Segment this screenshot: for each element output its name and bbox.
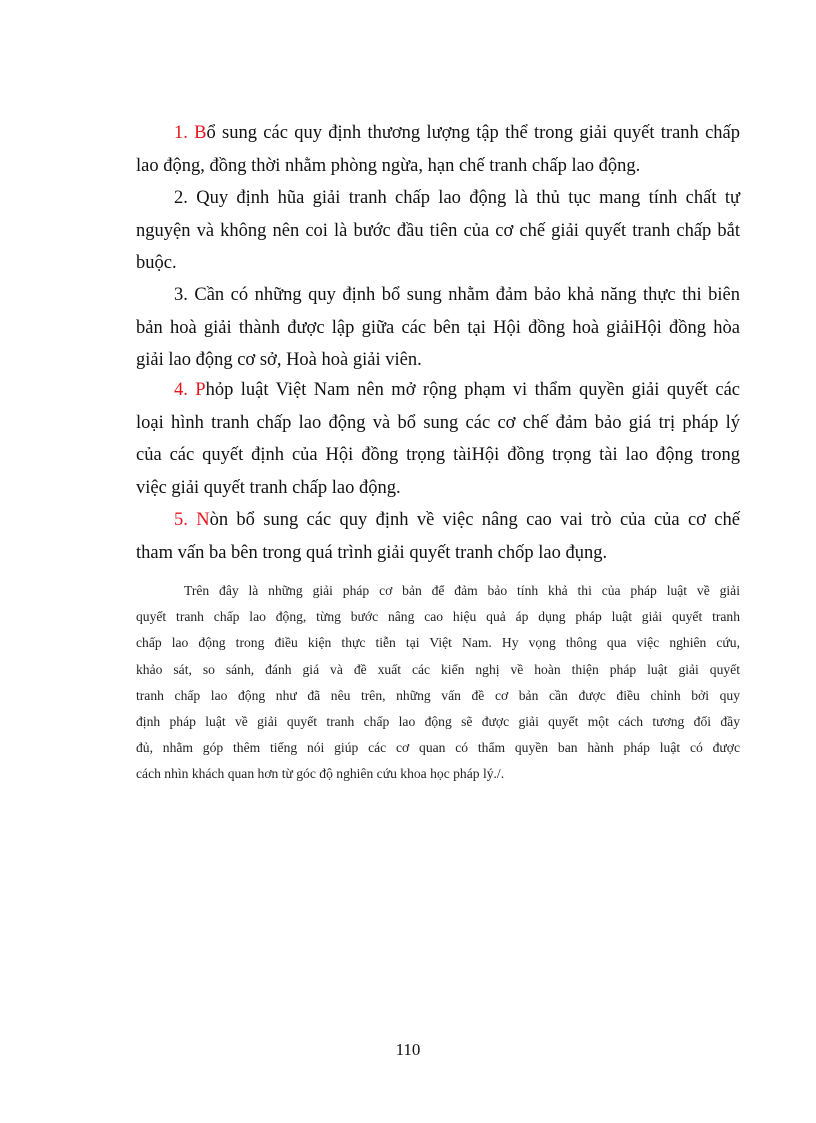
recommendation-3 xyxy=(136,279,740,377)
item-number: 5. N xyxy=(174,510,210,530)
text-line: 3. Cần có những quy định bổ sung nhằm đảm bảo khả năng thực thi biên xyxy=(174,285,740,305)
item-number: 1. B xyxy=(174,123,207,143)
recommendation-1 xyxy=(136,117,740,182)
text-line: chấp lao động trong điều kiện thực tiễn tại Việt Nam. Hy vọng thông qua việc nghiên cứu, xyxy=(136,635,740,651)
text-line: định pháp luật về giải quyết tranh chấp lao động sẽ được giải quyết một cách tương đối đầy xyxy=(136,714,740,730)
text-line: tranh chấp lao động như đã nêu trên, những vấn đề cơ bản cần được điều chỉnh bởi quy xyxy=(136,687,740,703)
text-line: nguyện và không nên coi là bước đầu tiên của cơ chế giải quyết tranh chấp bắt xyxy=(136,220,740,241)
text-line: bản hoà giải thành được lập giữa các bên tại Hội đồng hoà giảiHội đồng hòa xyxy=(136,317,740,338)
text-line: 2. Quy định hũa giải tranh chấp lao động là thủ tục mang tính chất tự xyxy=(174,188,740,208)
text-line: hỏp luật Việt Nam nên mở rộng phạm vi thẩm quyền giải quyết các xyxy=(205,380,740,400)
page-number: 110 xyxy=(395,1040,421,1059)
conclusion-paragraph xyxy=(136,578,740,788)
text-line: ổ sung các quy định thương lượng tập thể trong giải quyết tranh chấp xyxy=(206,123,740,143)
text-line: tham vấn ba bên trong quá trình giải quyết tranh chốp lao đụng. xyxy=(136,542,608,563)
text-line: quyết tranh chấp lao động, từng bước nâng cao hiệu quả áp dụng pháp luật giải quyết tranh xyxy=(136,609,740,625)
text-line: giải lao động cơ sở, Hoà hoà giải viên. xyxy=(136,350,422,370)
text-line: Trên đây là những giải pháp cơ bản để đảm bảo tính khả thi của pháp luật về giải xyxy=(184,583,740,598)
text-line: việc giải quyết tranh chấp lao động. xyxy=(136,477,401,498)
text-line: lao động, đồng thời nhằm phòng ngừa, hạn chế tranh chấp lao động. xyxy=(136,155,641,176)
recommendation-2 xyxy=(136,182,740,280)
text-line: khảo sát, so sánh, đánh giá và đề xuất các kiến nghị về hoàn thiện pháp luật giải quyết xyxy=(136,661,740,677)
text-line: buộc. xyxy=(136,253,177,273)
text-line: của các quyết định của Hội đồng trọng tàiHội đồng trọng tài lao động trong xyxy=(136,445,740,465)
recommendation-5 xyxy=(136,504,740,569)
text-line: đủ, nhằm góp thêm tiếng nói giúp các cơ quan có thẩm quyền ban hành pháp luật có được xyxy=(136,740,740,756)
item-number: 4. P xyxy=(174,380,206,400)
text-line: òn bổ sung các quy định về việc nâng cao vai trò của của cơ chế xyxy=(209,510,740,530)
recommendation-4 xyxy=(136,374,740,504)
text-line: loại hình tranh chấp lao động và bổ sung các cơ chế đảm bảo giá trị pháp lý xyxy=(136,412,740,433)
text-line: cách nhìn khách quan hơn từ góc độ nghiên cứu khoa học pháp lý./. xyxy=(136,766,505,782)
